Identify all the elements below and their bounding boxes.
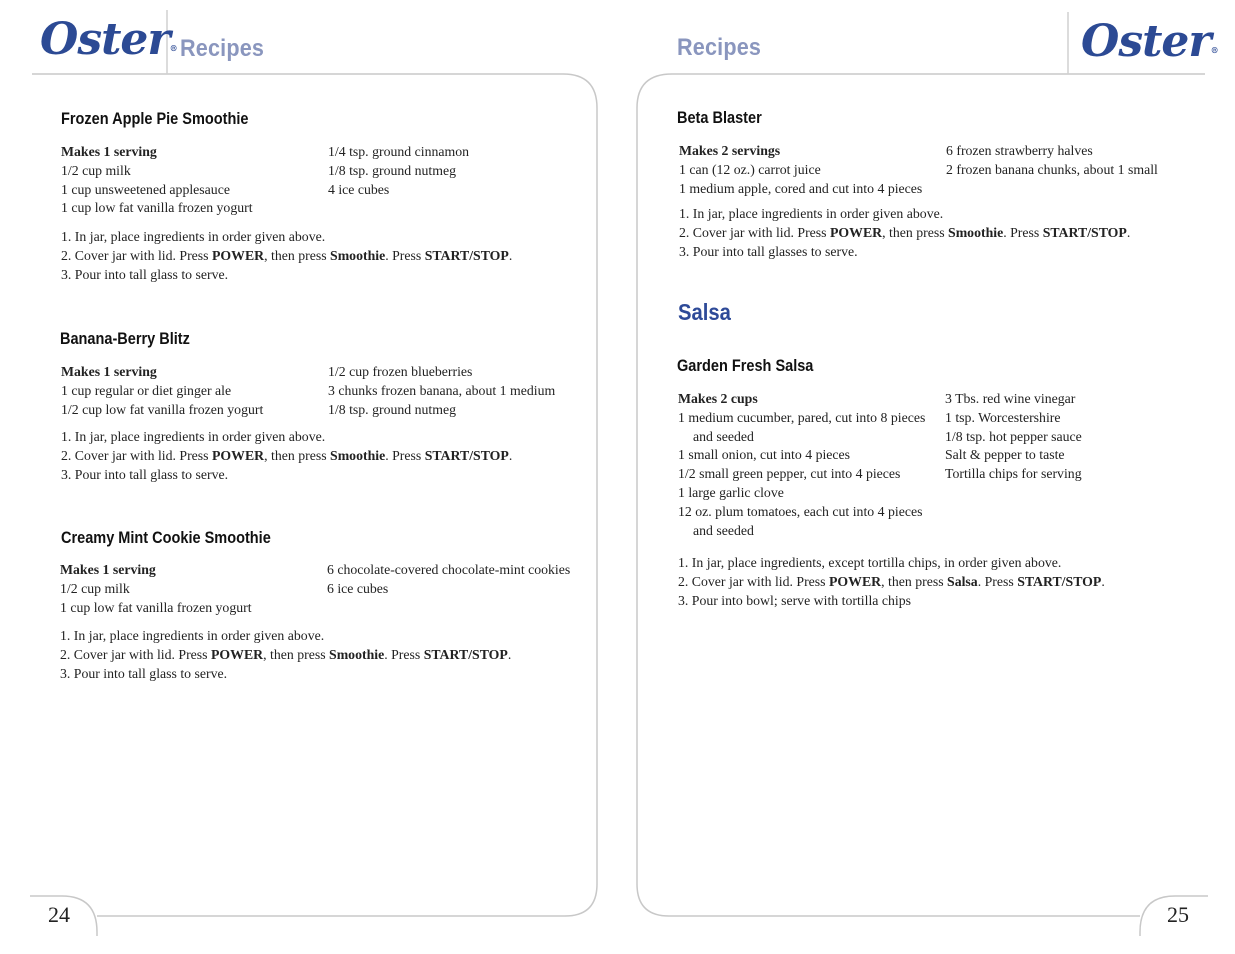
step-3: 3. Pour into tall glass to serve.: [61, 467, 229, 482]
ingredient: 1 small onion, cut into 4 pieces: [678, 447, 851, 463]
ingredients-col1: [678, 390, 925, 540]
ingredient: 1 cup low fat vanilla frozen yogurt: [60, 599, 252, 615]
ingredient: 1 cup low fat vanilla frozen yogurt: [61, 200, 253, 216]
oster-logo-left: [40, 14, 177, 65]
oster-logo-right: [1081, 16, 1218, 67]
step-1: 1. In jar, place ingredients in order given above.: [61, 429, 326, 444]
ingredient: 1/2 cup low fat vanilla frozen yogurt: [61, 401, 264, 417]
ingredient: 1 cup regular or diet ginger ale: [61, 382, 232, 398]
recipe-steps: [60, 626, 511, 683]
ingredients-col1: [679, 142, 922, 198]
step-1: 1. In jar, place ingredients in order given above.: [60, 628, 325, 643]
ingredients-col2: [946, 142, 1158, 180]
registered-mark: ®: [1210, 45, 1218, 55]
recipe-yield: Makes 2 servings: [679, 143, 781, 158]
ingredient: 4 ice cubes: [328, 181, 390, 197]
step-3: 3. Pour into tall glass to serve.: [60, 666, 228, 681]
step-2: 2. Cover jar with lid. Press POWER, then press Smoothie. Press START/STOP.: [61, 448, 513, 463]
ingredient: 1/8 tsp. ground nutmeg: [328, 401, 456, 417]
step-1: 1. In jar, place ingredients in order given above.: [61, 229, 326, 244]
ingredient: 6 ice cubes: [327, 580, 389, 596]
ingredient: 1 can (12 oz.) carrot juice: [679, 161, 821, 177]
ingredient: 6 chocolate-covered chocolate-mint cookies: [327, 562, 571, 577]
ingredient: and seeded: [693, 428, 754, 444]
category-heading-salsa: Salsa: [678, 299, 731, 325]
ingredients-col2: [327, 561, 570, 599]
page-number-right: 25: [1167, 902, 1189, 927]
recipe-title-creamy-mint-cookie: Creamy Mint Cookie Smoothie: [61, 529, 271, 547]
recipe-yield: Makes 1 serving: [61, 364, 157, 379]
ingredient: and seeded: [693, 522, 754, 538]
page-title-right: Recipes: [677, 34, 762, 61]
registered-mark: ®: [169, 43, 177, 53]
ingredient: 2 frozen banana chunks, about 1 small: [946, 161, 1158, 177]
ingredients-col1: [61, 143, 253, 218]
ingredient: 1/2 cup milk: [60, 580, 130, 596]
recipe-steps: [61, 227, 512, 284]
step-2: 2. Cover jar with lid. Press POWER, then press Smoothie. Press START/STOP.: [679, 225, 1131, 240]
recipe-yield: Makes 1 serving: [60, 562, 156, 577]
ingredient: 6 frozen strawberry halves: [946, 143, 1093, 158]
recipe-steps: [678, 553, 1105, 610]
ingredient: 1/2 cup milk: [61, 162, 131, 178]
ingredients-col1: [61, 363, 263, 419]
ingredient: Salt & pepper to taste: [945, 447, 1065, 463]
ingredient: 1/2 cup frozen blueberries: [328, 364, 473, 379]
page-title-left: Recipes: [180, 35, 265, 62]
ingredient: 1 medium cucumber, pared, cut into 8 pieces: [678, 409, 926, 425]
ingredients-col1: [60, 561, 252, 617]
step-2: 2. Cover jar with lid. Press POWER, then press Salsa. Press START/STOP.: [678, 574, 1105, 589]
ingredient: 1 tsp. Worcestershire: [945, 409, 1061, 425]
step-3: 3. Pour into tall glasses to serve.: [679, 244, 858, 259]
step-2: 2. Cover jar with lid. Press POWER, then press Smoothie. Press START/STOP.: [61, 248, 513, 263]
ingredient: 1/2 small green pepper, cut into 4 pieces: [678, 466, 901, 482]
recipe-title-frozen-apple-pie: Frozen Apple Pie Smoothie: [61, 110, 249, 128]
ingredient: Tortilla chips for serving: [945, 466, 1082, 482]
logo-text: Oster: [40, 14, 170, 65]
step-3: 3. Pour into tall glass to serve.: [61, 267, 229, 282]
ingredient: 1 large garlic clove: [678, 484, 784, 500]
ingredient: 3 chunks frozen banana, about 1 medium: [328, 382, 556, 398]
ingredient: 1/8 tsp. ground nutmeg: [328, 162, 456, 178]
ingredient: 1/8 tsp. hot pepper sauce: [945, 428, 1082, 444]
recipe-title-garden-fresh-salsa: Garden Fresh Salsa: [677, 357, 814, 375]
recipe-steps: [679, 204, 1130, 261]
recipe-yield: Makes 1 serving: [61, 144, 157, 159]
logo-text: Oster: [1081, 16, 1211, 67]
recipe-steps: [61, 427, 512, 484]
step-3: 3. Pour into bowl; serve with tortilla chips: [678, 593, 911, 608]
ingredients-col2: [328, 363, 555, 419]
ingredient: 12 oz. plum tomatoes, each cut into 4 pieces: [678, 503, 923, 519]
step-1: 1. In jar, place ingredients, except tortilla chips, in order given above.: [678, 555, 1062, 570]
recipe-title-beta-blaster: Beta Blaster: [677, 109, 762, 127]
step-2: 2. Cover jar with lid. Press POWER, then press Smoothie. Press START/STOP.: [60, 647, 512, 662]
recipe-yield: Makes 2 cups: [678, 391, 758, 406]
ingredients-col2: [945, 390, 1082, 484]
ingredient: 1 cup unsweetened applesauce: [61, 181, 230, 197]
page-number-left: 24: [48, 902, 70, 927]
ingredient: 3 Tbs. red wine vinegar: [945, 391, 1076, 406]
ingredients-col2: [328, 143, 469, 199]
ingredient: 1/4 tsp. ground cinnamon: [328, 144, 470, 159]
ingredient: 1 medium apple, cored and cut into 4 pieces: [679, 180, 923, 196]
step-1: 1. In jar, place ingredients in order given above.: [679, 206, 944, 221]
recipe-title-banana-berry-blitz: Banana-Berry Blitz: [60, 330, 190, 348]
